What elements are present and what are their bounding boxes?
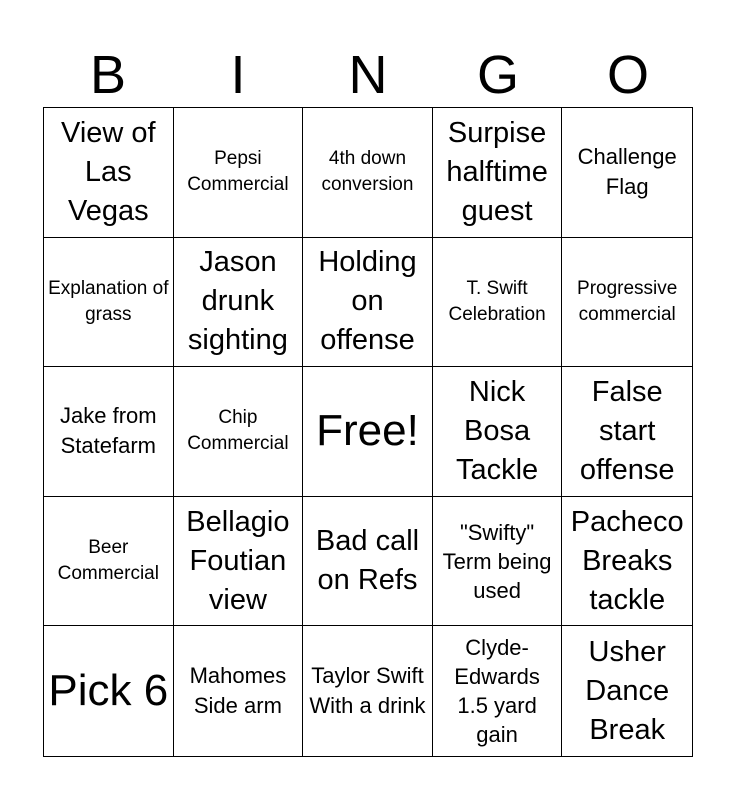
bingo-cell-chip-commercial[interactable]: Chip Commercial <box>174 367 304 497</box>
bingo-cell-false-start-offense[interactable]: False start offense <box>562 367 692 497</box>
header-letter-b: B <box>89 45 127 105</box>
bingo-board <box>43 107 693 757</box>
bingo-cell-pick-6[interactable]: Pick 6 <box>44 626 174 756</box>
bingo-cell-view-of-las-vegas[interactable]: View of Las Vegas <box>44 108 174 238</box>
bingo-cell-pacheco-breaks-tackle[interactable]: Pacheco Breaks tackle <box>562 497 692 627</box>
bingo-cell-4th-down-conversion[interactable]: 4th down conversion <box>303 108 433 238</box>
bingo-cell-clyde-edwards-gain[interactable]: Clyde-Edwards 1.5 yard gain <box>433 626 563 756</box>
header-letter-o: O <box>606 45 649 105</box>
bingo-cell-bad-call-on-refs[interactable]: Bad call on Refs <box>303 497 433 627</box>
bingo-cell-beer-commercial[interactable]: Beer Commercial <box>44 497 174 627</box>
bingo-cell-swifty-term-used[interactable]: "Swifty" Term being used <box>433 497 563 627</box>
header-letter-n: N <box>348 45 388 105</box>
bingo-cell-challenge-flag[interactable]: Challenge Flag <box>562 108 692 238</box>
bingo-cell-surprise-halftime-guest[interactable]: Surpise halftime guest <box>433 108 563 238</box>
bingo-cell-t-swift-celebration[interactable]: T. Swift Celebration <box>433 238 563 368</box>
bingo-cell-bellagio-fountain-view[interactable]: Bellagio Foutian view <box>174 497 304 627</box>
bingo-cell-jake-from-statefarm[interactable]: Jake from Statefarm <box>44 367 174 497</box>
bingo-cell-holding-on-offense[interactable]: Holding on offense <box>303 238 433 368</box>
bingo-cell-nick-bosa-tackle[interactable]: Nick Bosa Tackle <box>433 367 563 497</box>
bingo-cell-explanation-of-grass[interactable]: Explanation of grass <box>44 238 174 368</box>
bingo-cell-taylor-swift-with-drink[interactable]: Taylor Swift With a drink <box>303 626 433 756</box>
header-letter-i: I <box>230 45 246 105</box>
bingo-cell-progressive-commercial[interactable]: Progressive commercial <box>562 238 692 368</box>
bingo-cell-mahomes-side-arm[interactable]: Mahomes Side arm <box>174 626 304 756</box>
bingo-cell-usher-dance-break[interactable]: Usher Dance Break <box>585 635 670 746</box>
bingo-header <box>43 44 693 106</box>
header-letter-g: G <box>476 45 519 105</box>
bingo-cell-jason-drunk-sighting[interactable]: Jason drunk sighting <box>174 238 304 368</box>
bingo-cell-free-space[interactable]: Free! <box>303 367 433 497</box>
bingo-cell-pepsi-commercial[interactable]: Pepsi Commercial <box>174 108 304 238</box>
